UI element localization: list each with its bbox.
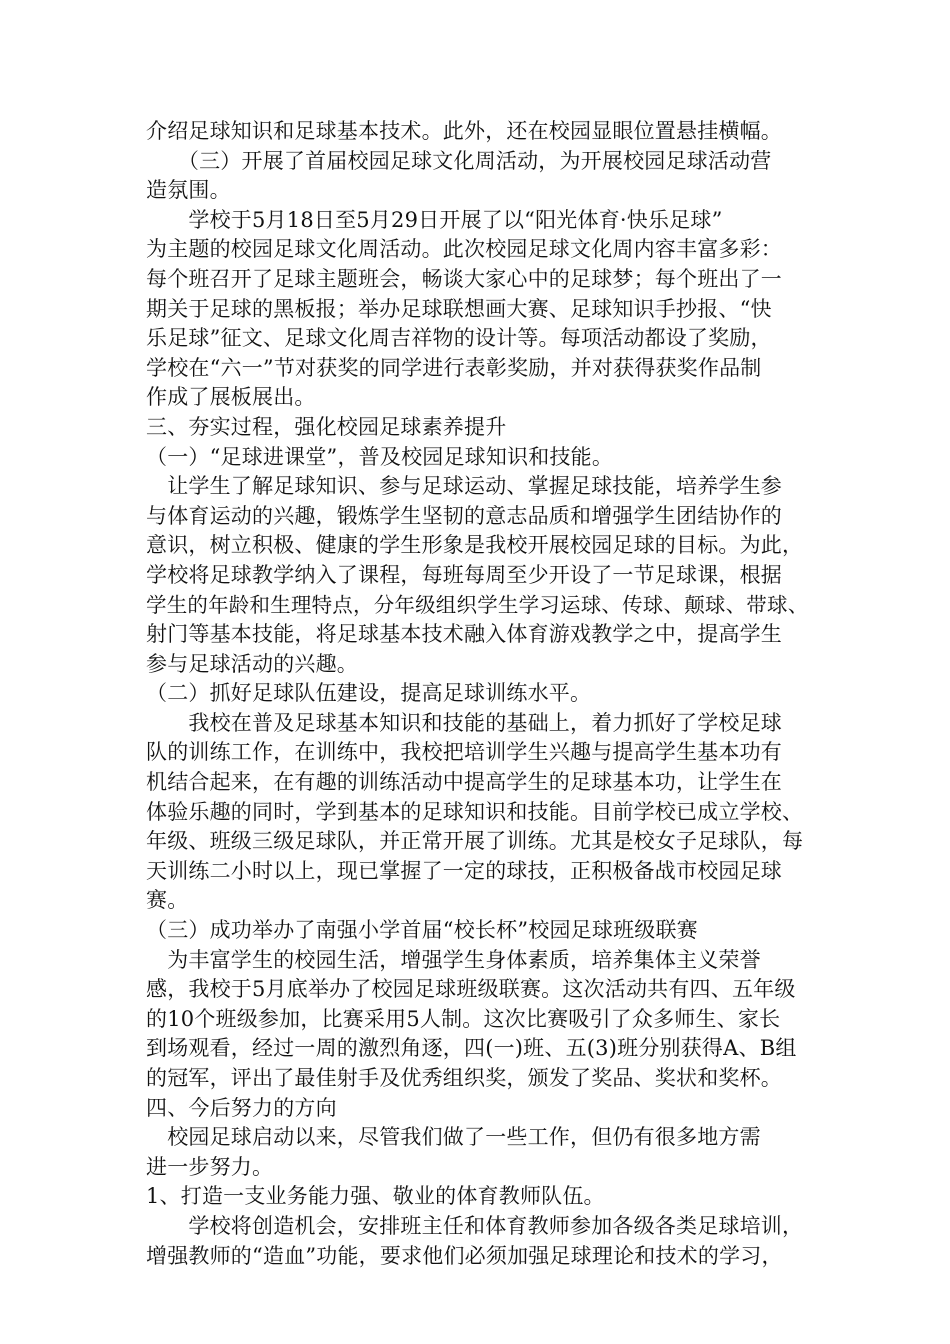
text-line: 的冠军，评出了最佳射手及优秀组织奖，颁发了奖品、奖状和奖杯。 xyxy=(146,1066,782,1090)
text-line: 让学生了解足球知识、参与足球运动、掌握足球技能，培养学生参 xyxy=(146,474,782,499)
section-heading: 三、夯实过程，强化校园足球素养提升 xyxy=(146,414,507,439)
text-line: 意识，树立积极、健康的学生形象是我校开展校园足球的目标。为此， xyxy=(146,533,804,558)
text-line: 学校在“六一”节对获奖的同学进行表彰奖励，并对获得获奖作品制 xyxy=(146,355,762,380)
text-line: 的10个班级参加，比赛采用5人制。这次比赛吸引了众多师生、家长 xyxy=(146,1006,781,1031)
subsection-heading: （一）“足球进课堂”，普及校园足球知识和技能。 xyxy=(146,444,614,469)
text-line: 学生的年龄和生理特点，分年级组织学生学习运球、传球、颠球、带球、 xyxy=(146,592,809,617)
text-line: 校园足球启动以来，尽管我们做了一些工作，但仍有很多地方需 xyxy=(146,1125,761,1150)
document-body xyxy=(146,117,814,1271)
text-line: 造氛围。 xyxy=(146,178,231,203)
text-line: 感，我校于5月底举办了校园足球班级联赛。这次活动共有四、五年级 xyxy=(146,977,796,1002)
text-line: （三）开展了首届校园足球文化周活动，为开展校园足球活动营 xyxy=(146,148,772,173)
text-line: 为主题的校园足球文化周活动。此次校园足球文化周内容丰富多彩： xyxy=(146,237,782,262)
text-line: 每个班召开了足球主题班会，畅谈大家心中的足球梦；每个班出了一 xyxy=(146,266,782,291)
text-line: 学校将足球教学纳入了课程，每班每周至少开设了一节足球课，根据 xyxy=(146,562,782,587)
text-line: 乐足球”征文、足球文化周吉祥物的设计等。每项活动都设了奖励， xyxy=(146,326,772,351)
subsection-heading: 1、打造一支业务能力强、敬业的体育教师队伍。 xyxy=(146,1184,605,1209)
text-line: 机结合起来，在有趣的训练活动中提高学生的足球基本功，让学生在 xyxy=(146,770,782,795)
text-line: 到场观看，经过一周的激烈角逐，四(一)班、五(3)班分别获得A、B组 xyxy=(146,1036,797,1061)
text-line: 与体育运动的兴趣，锻炼学生坚韧的意志品质和增强学生团结协作的 xyxy=(146,503,782,528)
text-line: 射门等基本技能，将足球基本技术融入体育游戏教学之中，提高学生 xyxy=(146,622,782,647)
text-line: 介绍足球知识和足球基本技术。此外，还在校园显眼位置悬挂横幅。 xyxy=(146,119,782,143)
text-line: 进一步努力。 xyxy=(146,1154,274,1179)
text-line: 赛。 xyxy=(146,888,189,913)
section-heading: 四、今后努力的方向 xyxy=(146,1095,337,1120)
subsection-heading: （二）抓好足球队伍建设，提高足球训练水平。 xyxy=(146,681,592,706)
text-line: 队的训练工作，在训练中，我校把培训学生兴趣与提高学生基本功有 xyxy=(146,740,782,765)
text-line: 天训练二小时以上，现已掌握了一定的球技，正积极备战市校园足球 xyxy=(146,858,782,883)
text-line: 学校将创造机会，安排班主任和体育教师参加各级各类足球培训， xyxy=(146,1213,804,1238)
text-line: 期关于足球的黑板报；举办足球联想画大赛、足球知识手抄报、“快 xyxy=(146,296,772,321)
subsection-heading: （三）成功举办了南强小学首届“校长杯”校园足球班级联赛 xyxy=(146,918,698,943)
text-line: 作成了展板展出。 xyxy=(146,385,316,410)
text-line: 参与足球活动的兴趣。 xyxy=(146,651,358,676)
text-line: 增强教师的“造血”功能，要求他们必须加强足球理论和技术的学习， xyxy=(146,1243,783,1268)
text-line: 年级、班级三级足球队，并正常开展了训练。尤其是校女子足球队，每 xyxy=(146,829,804,854)
text-line: 体验乐趣的同时，学到基本的足球知识和技能。目前学校已成立学校、 xyxy=(146,799,804,824)
text-line: 为丰富学生的校园生活，增强学生身体素质，培养集体主义荣誉 xyxy=(146,947,761,972)
text-line: 我校在普及足球基本知识和技能的基础上，着力抓好了学校足球 xyxy=(146,710,782,735)
text-line: 学校于5月18日至5月29日开展了以“阳光体育·快乐足球” xyxy=(146,207,723,232)
